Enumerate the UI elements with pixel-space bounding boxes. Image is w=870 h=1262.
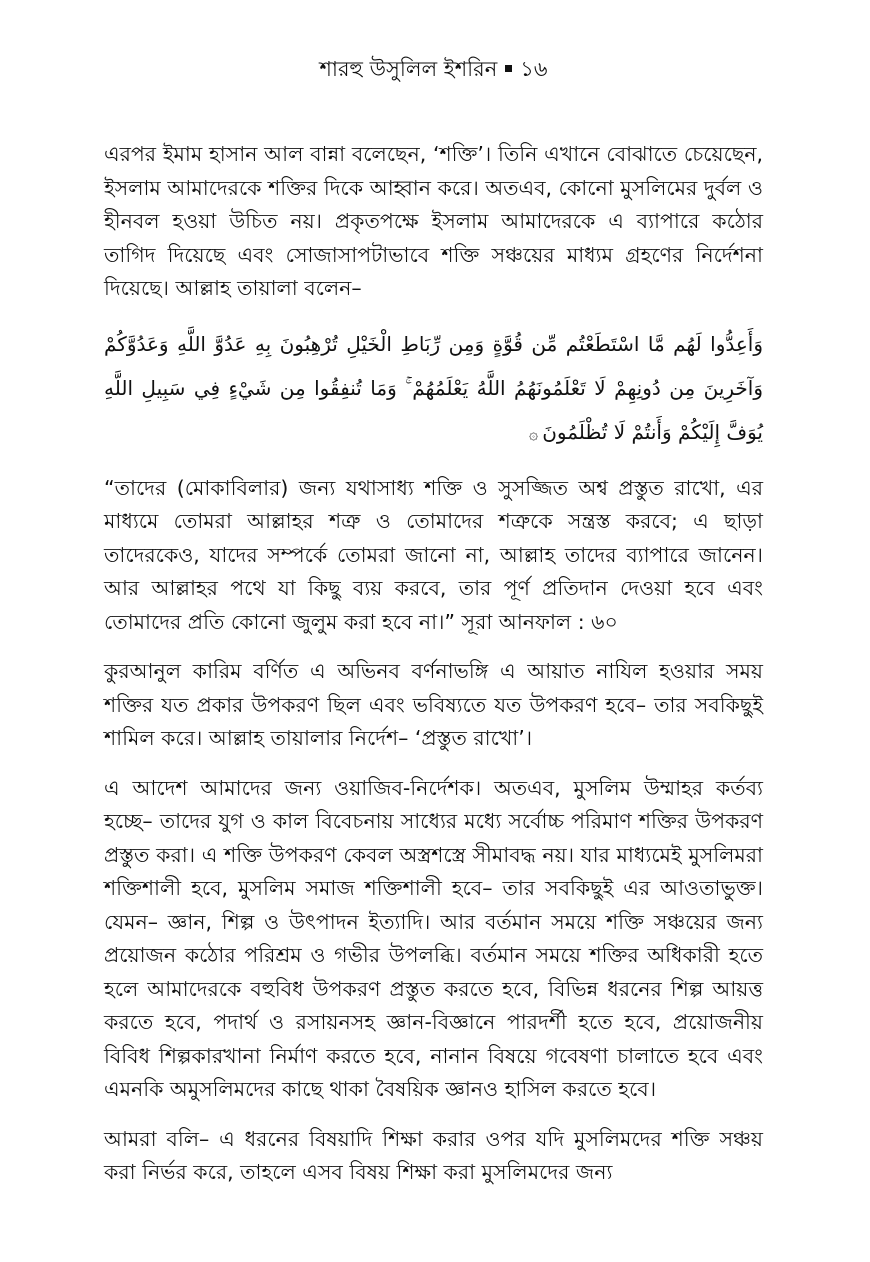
book-title: শারহু উসুলিল ইশরিন <box>319 57 498 81</box>
paragraph-obligation: এ আদেশ আমাদের জন্য ওয়াজিব-নির্দেশক। অতএব, মুসলিম উম্মাহর কর্তব্য হচ্ছে– তাদের যুগ ও কাল বিবেচনায় সাধ্যের মধ্যে সর্বোচ্চ পরিমাণ শক্তির উপকরণ প্রস্তুত করা। এ শক্তি উপকরণ কেবল অস্ত্রশস্ত্রে সীমাবদ্ধ নয়। যার মাধ্যমেই মুসলিমরা শক্তিশালী হবে, মুসলিম সমাজ শক্তিশালী হবে– তার সবকিছুই এর আওতাভুক্ত। যেমন– জ্ঞান, শিল্প ও উৎপাদন ইত্যাদি। আর বর্তমান সময়ে শক্তি সঞ্চয়ের জন্য প্রয়োজন কঠোর পরিশ্রম ও গভীর উপলব্ধি। বর্তমান সময়ে শক্তির অধিকারী হতে হলে আমাদেরকে বহুবিধ উপকরণ প্রস্তুত করতে হবে, বিভিন্ন ধরনের শিল্প আয়ত্ত করতে হবে, পদার্থ ও রসায়নসহ জ্ঞান-বিজ্ঞানে পারদর্শী হতে হবে, প্রয়োজনীয় বিবিধ শিল্পকারখানা নির্মাণ করতে হবে, নানান বিষয়ে গবেষণা চালাতে হবে এবং এমনকি অমুসলিমদের কাছে থাকা বৈষয়িক জ্ঞানও হাসিল করতে হবে। <box>104 775 763 1101</box>
paragraph-intro: এরপর ইমাম হাসান আল বান্না বলেছেন, ‘শক্তি’। তিনি এখানে বোঝাতে চেয়েছেন, ইসলাম আমাদেরকে শক্তির দিকে আহ্বান করে। অতএব, কোনো মুসলিমের দুর্বল ও হীনবল হওয়া উচিত নয়। প্রকৃতপক্ষে ইসলাম আমাদেরকে এ ব্যাপারে কঠোর তাগিদ দিয়েছে এবং সোজাসাপটাভাবে শক্তি সঞ্চয়ের মাধ্যম গ্রহণের নির্দেশনা দিয়েছে। আল্লাহ তায়ালা বলেন– <box>104 142 763 300</box>
paragraph-translation: “তাদের (মোকাবিলার) জন্য যথাসাধ্য শক্তি ও সুসজ্জিত অশ্ব প্রস্তুত রাখো, এর মাধ্যমে তোমরা আল্লাহর শত্রু ও তোমাদের শত্রুকে সন্ত্রস্ত করবে; এ ছাড়া তাদেরকেও, যাদের সম্পর্কে তোমরা জানো না, আল্লাহ তাদের ব্যাপারে জানেন। আর আল্লাহর পথে যা কিছু ব্যয় করবে, তার পূর্ণ প্রতিদান দেওয়া হবে এবং তোমাদের প্রতি কোনো জুলুম করা হবে না।” সূরা আনফাল : ৬০ <box>104 475 763 634</box>
page-number: ১৬ <box>520 57 548 81</box>
running-header <box>104 54 763 84</box>
quran-verse-text: وَأَعِدُّوا لَهُم مَّا اسْتَطَعْتُم مِّن قُوَّةٍ وَمِن رِّبَاطِ الْخَيْلِ تُرْهِبُونَ بِهِ عَدُوَّ اللَّهِ وَعَدُوَّكُمْ وَآخَرِينَ مِن دُونِهِمْ لَا تَعْلَمُونَهُمُ اللَّهُ يَعْلَمُهُمْ ۚ وَمَا تُنفِقُوا مِن شَيْءٍ فِي سَبِيلِ اللَّهِ يُوَفَّ إِلَيْكُمْ وَأَنتُمْ لَا تُظْلَمُونَ <box>104 331 763 444</box>
separator-square-icon <box>505 65 512 72</box>
paragraph-commentary: কুরআনুল কারিম বর্ণিত এ অভিনব বর্ণনাভঙ্গি এ আয়াত নাযিল হওয়ার সময় শক্তির যত প্রকার উপকরণ ছিল এবং ভবিষ্যতে যত উপকরণ হবে– তার সবকিছুই শামিল করে। আল্লাহ তায়ালার নির্দেশ– ‘প্রস্তুত রাখো’। <box>104 659 763 750</box>
verse-end-icon: ۞ <box>528 423 539 443</box>
paragraph-conclusion: আমরা বলি– এ ধরনের বিষয়াদি শিক্ষা করার ওপর যদি মুসলিমদের শক্তি সঞ্চয় করা নির্ভর করে, তাহলে এসব বিষয় শিক্ষা করা মুসলিমদের জন্য <box>104 1126 763 1184</box>
quran-verse <box>104 322 763 456</box>
